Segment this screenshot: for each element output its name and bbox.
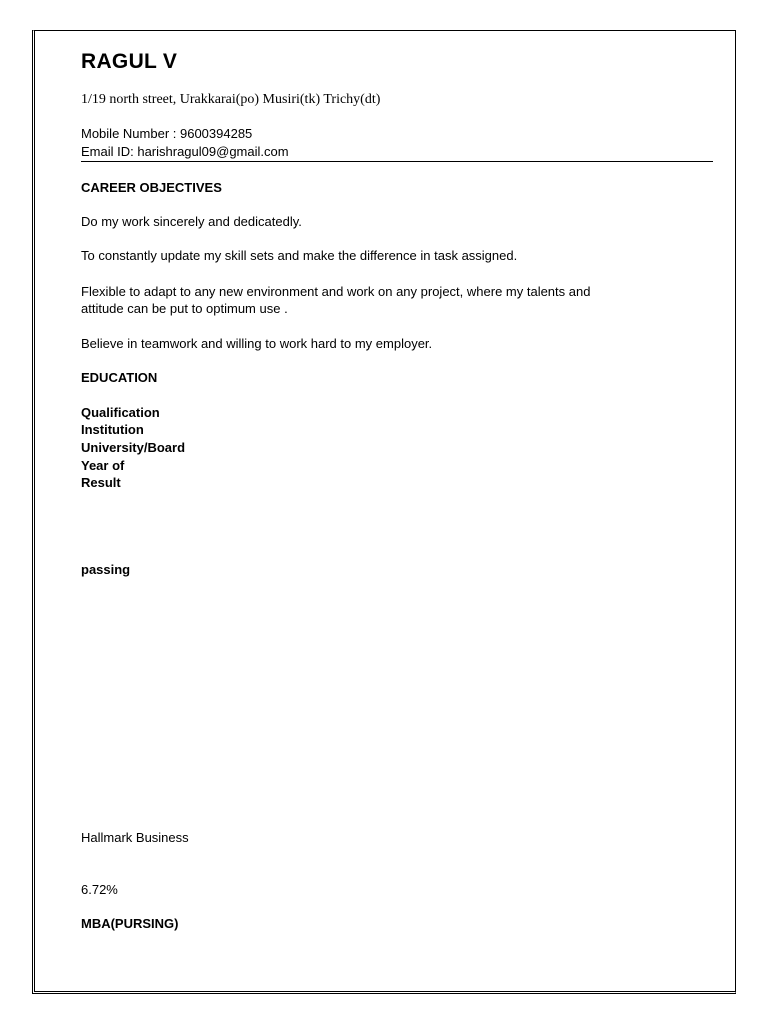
education-result-value: 6.72% — [81, 882, 118, 897]
header-divider — [81, 161, 713, 162]
education-institution-value: Hallmark Business — [81, 830, 189, 845]
objective-line: To constantly update my skill sets and make the difference in task assigned. — [81, 248, 518, 263]
education-qualification-value: MBA(PURSING) — [81, 916, 179, 931]
page-border — [32, 30, 736, 994]
objective-line: Do my work sincerely and dedicatedly. — [81, 214, 302, 229]
applicant-address: 1/19 north street, Urakkarai(po) Musiri(tk) Trichy(dt) — [81, 92, 381, 107]
objective-line: Flexible to adapt to any new environment and work on any project, where my talents and — [81, 284, 591, 299]
objective-line: attitude can be put to optimum use . — [81, 301, 288, 316]
education-column-institution: Institution — [81, 422, 144, 437]
mobile-number: Mobile Number : 9600394285 — [81, 126, 253, 141]
objective-line: Believe in teamwork and willing to work hard to my employer. — [81, 336, 433, 351]
education-column-qualification: Qualification — [81, 405, 160, 420]
education-heading: EDUCATION — [81, 370, 158, 385]
applicant-name: RAGUL V — [81, 50, 178, 73]
career-objectives-heading: CAREER OBJECTIVES — [81, 180, 222, 195]
email-id: Email ID: harishragul09@gmail.com — [81, 144, 289, 159]
education-column-result: Result — [81, 475, 121, 490]
education-column-year: Year of — [81, 458, 125, 473]
education-column-university: University/Board — [81, 440, 186, 455]
education-column-passing: passing — [81, 562, 131, 577]
